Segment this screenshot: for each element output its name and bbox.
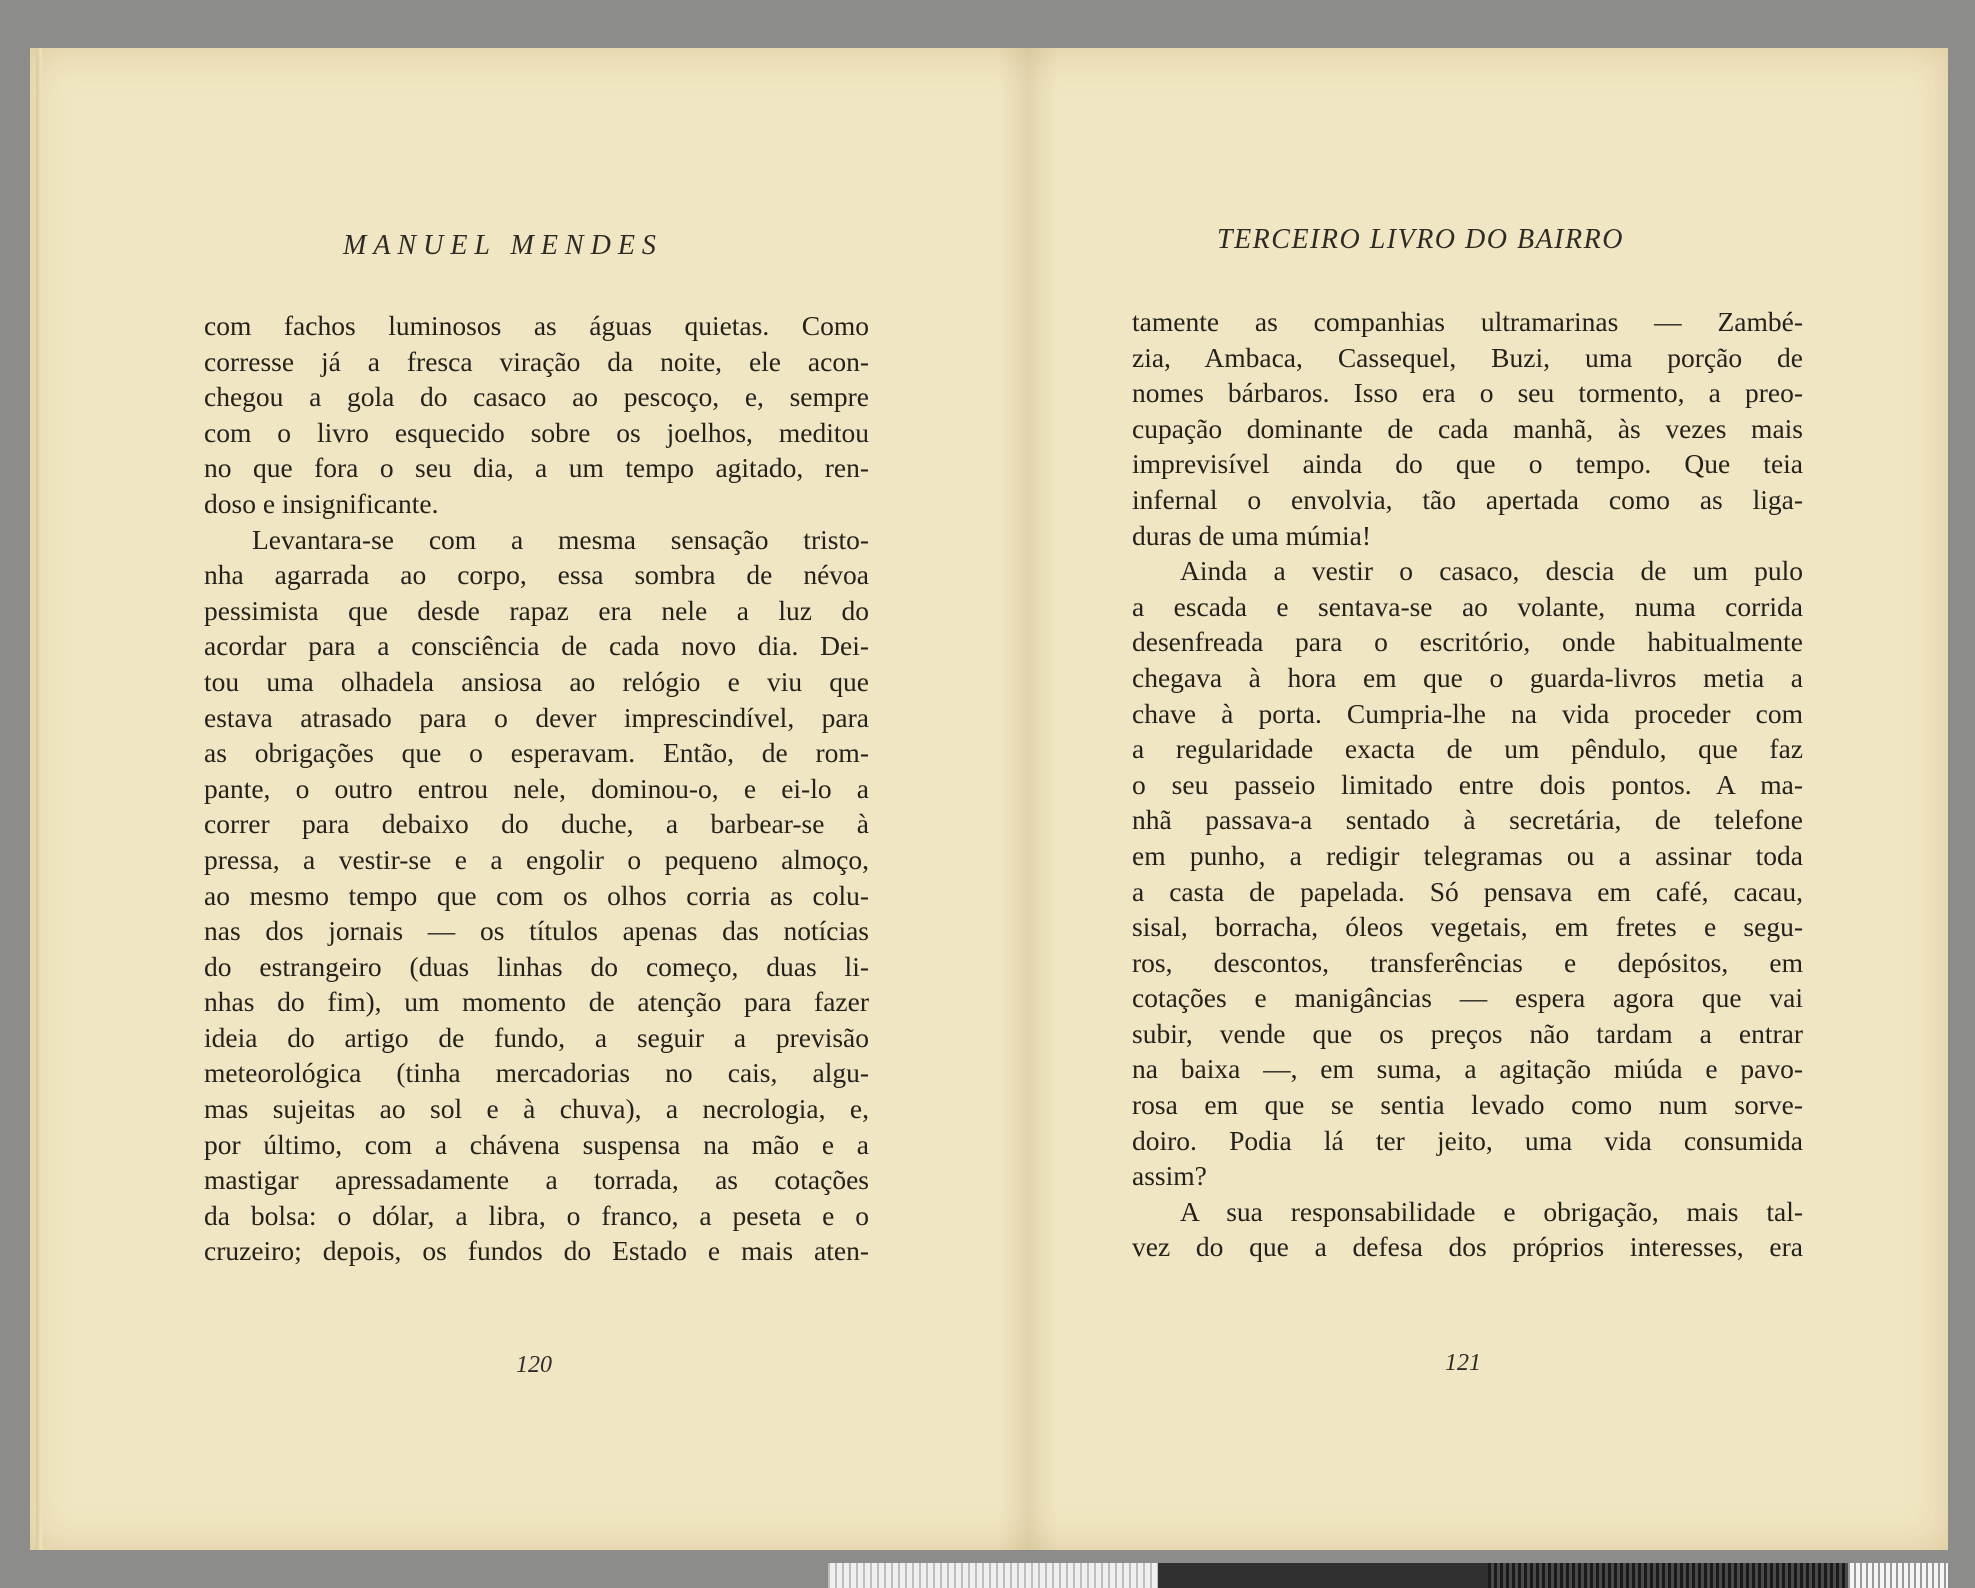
text-line: pante, o outro entrou nele, dominou-o, e ei-lo a	[204, 772, 869, 804]
text-line: Levantara-se com a mesma sensação tristo-	[252, 523, 869, 555]
left-page	[30, 48, 1015, 1550]
text-line: ideia do artigo de fundo, a seguir a previsão	[204, 1021, 869, 1053]
left-running-header: MANUEL MENDES	[343, 230, 663, 261]
text-line: vez do que a defesa dos próprios interesses, era	[1132, 1231, 1803, 1263]
text-line: correr para debaixo do duche, a barbear-se à	[204, 808, 869, 840]
text-line: mas sujeitas ao sol e à chuva), a necrologia, e,	[204, 1093, 869, 1125]
gray-patch	[1158, 1563, 1488, 1588]
text-line: com o livro esquecido sobre os joelhos, meditou	[204, 416, 869, 448]
text-line: acordar para a consciência de cada novo dia. Dei-	[204, 630, 869, 662]
text-line: meteorológica (tinha mercadorias no cais, algu-	[204, 1057, 869, 1089]
text-line: a casta de papelada. Só pensava em café, cacau,	[1132, 875, 1803, 907]
left-page-number: 120	[516, 1352, 552, 1378]
text-line: A sua responsabilidade e obrigação, mais tal-	[1180, 1195, 1803, 1227]
text-line: assim?	[1132, 1160, 1207, 1192]
left-page-text	[204, 308, 869, 1269]
text-line: a escada e sentava-se ao volante, numa corrida	[1132, 590, 1803, 622]
text-line: subir, vende que os preços não tardam a entrar	[1132, 1017, 1803, 1049]
text-line: com fachos luminosos as águas quietas. Como	[204, 310, 869, 341]
text-line: tou uma olhadela ansiosa ao relógio e viu que	[204, 665, 869, 697]
text-line: pessimista que desde rapaz era nele a luz do	[204, 594, 869, 626]
text-line: em punho, a redigir telegramas ou a assinar toda	[1132, 839, 1803, 871]
text-line: infernal o envolvia, tão apertada como as liga-	[1132, 483, 1803, 515]
scan-calibration-strip	[828, 1563, 1948, 1588]
text-line: sisal, borracha, óleos vegetais, em fretes e segu-	[1132, 911, 1803, 943]
text-line: a regularidade exacta de um pêndulo, que faz	[1132, 733, 1803, 765]
text-line: da bolsa: o dólar, a libra, o franco, a peseta e o	[204, 1199, 869, 1231]
text-line: doiro. Podia lá ter jeito, uma vida consumida	[1132, 1124, 1803, 1156]
book-spread	[30, 48, 1948, 1550]
text-line: duras de uma múmia!	[1132, 519, 1372, 551]
text-line: o seu passeio limitado entre dois pontos. A ma-	[1132, 768, 1803, 800]
text-line: corresse já a fresca viração da noite, ele acon-	[204, 345, 869, 377]
text-line: ao mesmo tempo que com os olhos corria as colu-	[204, 879, 869, 911]
text-line: nomes bárbaros. Isso era o seu tormento, a preo-	[1132, 377, 1803, 409]
text-line: Ainda a vestir o casaco, descia de um pulo	[1180, 555, 1803, 587]
text-line: nas dos jornais — os títulos apenas das notícias	[204, 915, 869, 947]
text-line: nha agarrada ao corpo, essa sombra de névoa	[204, 559, 869, 591]
text-line: chave à porta. Cumpria-lhe na vida proceder com	[1132, 697, 1803, 729]
text-line: por último, com a chávena suspensa na mão e a	[204, 1128, 869, 1160]
text-line: imprevisível ainda do que o tempo. Que teia	[1132, 448, 1803, 480]
text-line: tamente as companhias ultramarinas — Zambé-	[1132, 306, 1803, 337]
right-page	[1015, 48, 1948, 1550]
text-line: nhas do fim), um momento de atenção para fazer	[204, 986, 869, 1018]
text-line: na baixa —, em suma, a agitação miúda e pavo-	[1132, 1053, 1803, 1085]
ruler-segment	[828, 1563, 1158, 1588]
text-line: chegava à hora em que o guarda-livros metia a	[1132, 661, 1803, 693]
text-line: desenfreada para o escritório, onde habitualmente	[1132, 626, 1803, 658]
right-page-number: 121	[1445, 1350, 1481, 1376]
text-line: estava atrasado para o dever imprescindível, para	[204, 701, 869, 733]
text-line: no que fora o seu dia, a um tempo agitado, ren-	[204, 452, 869, 484]
right-page-text	[1132, 304, 1803, 1265]
ruler-segment	[1848, 1563, 1948, 1588]
text-line: cupação dominante de cada manhã, às vezes mais	[1132, 412, 1803, 444]
text-line: chegou a gola do casaco ao pescoço, e, sempre	[204, 381, 869, 413]
text-line: mastigar apressadamente a torrada, as cotações	[204, 1164, 869, 1196]
text-line: pressa, a vestir-se e a engolir o pequeno almoço,	[204, 843, 869, 875]
text-line: do estrangeiro (duas linhas do começo, duas li-	[204, 950, 869, 982]
text-line: as obrigações que o esperavam. Então, de rom-	[204, 737, 869, 769]
text-line: zia, Ambaca, Cassequel, Buzi, uma porção de	[1132, 341, 1803, 373]
text-line: nhã passava-a sentado à secretária, de telefone	[1132, 804, 1803, 836]
text-line: rosa em que se sentia levado como num sorve-	[1132, 1089, 1803, 1121]
text-line: cruzeiro; depois, os fundos do Estado e mais aten-	[204, 1235, 869, 1267]
text-line: cotações e manigâncias — espera agora que vai	[1132, 982, 1803, 1014]
dark-patch	[1488, 1563, 1848, 1588]
text-line: doso e insignificante.	[204, 487, 439, 519]
text-line: ros, descontos, transferências e depósitos, em	[1132, 946, 1803, 978]
right-running-header: TERCEIRO LIVRO DO BAIRRO	[1217, 224, 1624, 255]
